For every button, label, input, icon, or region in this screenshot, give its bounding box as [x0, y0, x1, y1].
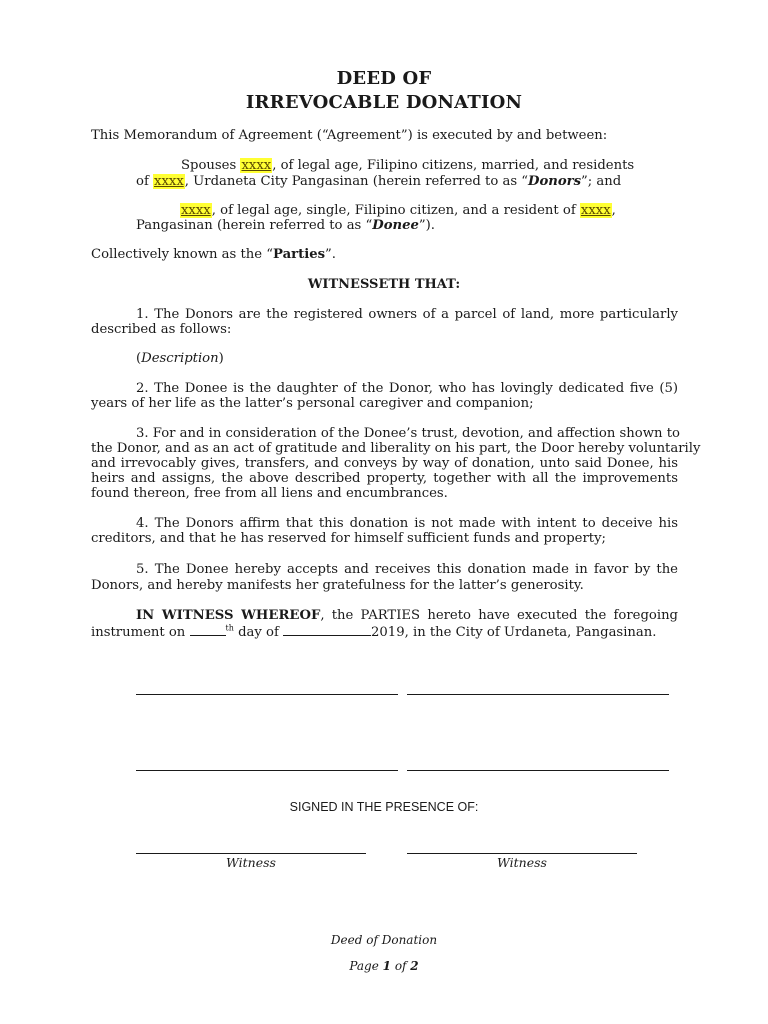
signature-line-donee-2[interactable]	[407, 770, 669, 771]
party1-line1: Spouses xxxx, of legal age, Filipino citizens, married, and residents	[181, 158, 635, 173]
p4-line2: creditors, and that he has reserved for himself sufficient funds and property;	[91, 531, 606, 546]
title-line-1: DEED OF	[336, 68, 432, 89]
witness-left-signature-line[interactable]	[136, 853, 366, 854]
p2-line1: 2. The Donee is the daughter of the Donor, who has lovingly dedicated five (5)	[136, 381, 678, 396]
witnesseth-heading: WITNESSETH THAT:	[307, 277, 461, 292]
p5-line1: 5. The Donee hereby accepts and receives this donation made in favor by the	[136, 562, 678, 577]
collective-text: Collectively known as the “Parties”.	[91, 247, 336, 262]
p2-line2: years of her life as the latter’s personal caregiver and companion;	[91, 396, 534, 411]
p3-line3: and irrevocably gives, transfers, and conveys by way of donation, unto said Donee, his	[91, 456, 678, 471]
signature-line-donee-1[interactable]	[136, 770, 398, 771]
description-placeholder: (Description)	[136, 351, 224, 366]
witness-right-signature-line[interactable]	[407, 853, 637, 854]
donee-label: Donee	[372, 218, 419, 233]
signed-in-presence-heading: SIGNED IN THE PRESENCE OF:	[289, 800, 479, 814]
party2-line1: xxxx, of legal age, single, Filipino citizen, and a resident of xxxx,	[181, 203, 616, 218]
party2-line2: Pangasinan (herein referred to as “Donee”).	[136, 218, 435, 233]
footer-page-number: Page 1 of 2	[349, 959, 419, 973]
p5-line2: Donors, and hereby manifests her gratefulness for the latter’s generosity.	[91, 578, 584, 593]
p3-line2: the Donor, and as an act of gratitude and liberality on his part, the Door hereby voluntarily	[91, 441, 701, 456]
witness-clause-line1: IN WITNESS WHEREOF, the PARTIES hereto have executed the foregoing	[136, 608, 678, 623]
p4-line1: 4. The Donors affirm that this donation is not made with intent to deceive his	[136, 516, 678, 531]
intro-text: This Memorandum of Agreement (“Agreement”) is executed by and between:	[91, 128, 608, 143]
day-blank[interactable]	[190, 623, 226, 636]
footer-doc-title: Deed of Donation	[330, 933, 438, 947]
donors-label: Donors	[528, 174, 582, 189]
p3-line1: 3. For and in consideration of the Donee’s trust, devotion, and affection shown to	[136, 426, 680, 441]
party1-place-placeholder: xxxx	[154, 174, 184, 189]
p1-line1: 1. The Donors are the registered owners of a parcel of land, more particularly	[136, 307, 678, 322]
party2-name-placeholder: xxxx	[181, 203, 211, 218]
in-witness-whereof: IN WITNESS WHEREOF	[136, 608, 321, 623]
witness-left-label: Witness	[226, 855, 276, 870]
party2-place-placeholder: xxxx	[580, 203, 611, 218]
p3-line4: heirs and assigns, the above described property, together with all the improvements	[91, 471, 678, 486]
signature-line-donor-1[interactable]	[136, 694, 398, 695]
month-blank[interactable]	[283, 623, 371, 636]
p3-line5: found thereon, free from all liens and encumbrances.	[91, 486, 448, 501]
party1-line2: of xxxx, Urdaneta City Pangasinan (herein referred to as “Donors”; and	[136, 174, 622, 189]
signature-line-donor-2[interactable]	[407, 694, 669, 695]
title-line-2: IRREVOCABLE DONATION	[245, 92, 523, 113]
parties-label: Parties	[273, 247, 326, 262]
p1-line2: described as follows:	[91, 322, 232, 337]
party1-name-placeholder: xxxx	[241, 158, 272, 173]
witness-right-label: Witness	[497, 855, 547, 870]
witness-clause-line2: instrument on $^{th}$ day of 2019, in the City of Urdaneta, Pangasinan.	[91, 623, 657, 640]
